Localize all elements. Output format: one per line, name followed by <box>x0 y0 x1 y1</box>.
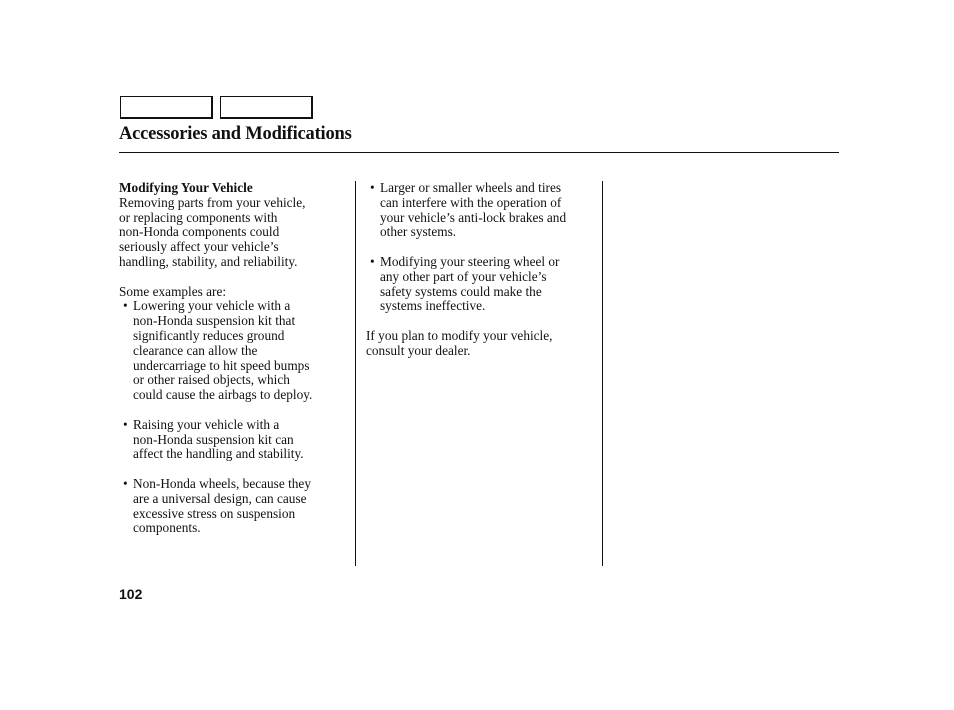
right-column <box>366 181 596 359</box>
page-number: 102 <box>119 586 143 602</box>
list-item <box>366 181 596 240</box>
text-line: excessive stress on suspension <box>133 505 296 521</box>
column-divider-right <box>602 181 603 566</box>
text-line: Modifying your steering wheel or <box>380 253 560 269</box>
left-column <box>119 181 347 536</box>
text-line: systems ineffective. <box>380 298 486 314</box>
text-line: significantly reduces ground <box>133 327 285 343</box>
text-line: your vehicle’s anti-lock brakes and <box>380 209 567 225</box>
column-divider-left <box>355 181 356 566</box>
text-line: If you plan to modify your vehicle, <box>366 327 553 343</box>
text-line: handling, stability, and reliability. <box>119 253 298 269</box>
list-item <box>119 299 347 403</box>
list-item <box>119 477 347 536</box>
bullet-icon: • <box>370 253 375 269</box>
text-line: Removing parts from your vehicle, <box>119 194 306 210</box>
bullet-icon: • <box>123 298 128 314</box>
text-line: components. <box>133 520 201 536</box>
closing-paragraph <box>366 329 596 359</box>
text-line: or replacing components with <box>119 209 278 225</box>
text-line: non-Honda suspension kit can <box>133 431 294 447</box>
text-line: Larger or smaller wheels and tires <box>380 180 562 195</box>
subheading: Modifying Your Vehicle <box>119 180 253 195</box>
text-line: consult your dealer. <box>366 342 471 358</box>
bullet-icon: • <box>370 180 375 195</box>
text-line: could cause the airbags to deploy. <box>133 387 313 403</box>
text-line: or other raised objects, which <box>133 372 290 388</box>
nav-tab-2[interactable] <box>220 96 313 119</box>
text-line: Lowering your vehicle with a <box>133 298 291 314</box>
examples-label: Some examples are: <box>119 283 227 299</box>
list-item <box>366 255 596 314</box>
text-line: are a universal design, can cause <box>133 490 307 506</box>
text-line: clearance can allow the <box>133 342 258 358</box>
text-line: can interfere with the operation of <box>380 194 562 210</box>
bullet-icon: • <box>123 416 128 432</box>
text-line: non-Honda suspension kit that <box>133 313 296 329</box>
text-line: affect the handling and stability. <box>133 446 304 462</box>
examples-list <box>119 299 347 536</box>
text-line: Non-Honda wheels, because they <box>133 475 311 491</box>
examples-list-continued <box>366 181 596 314</box>
section-title: Accessories and Modifications <box>119 124 352 144</box>
text-line: safety systems could make the <box>380 283 542 299</box>
text-line: undercarriage to hit speed bumps <box>133 357 310 373</box>
list-item <box>119 418 347 462</box>
text-line: any other part of your vehicle’s <box>380 268 547 284</box>
text-line: seriously affect your vehicle’s <box>119 239 279 255</box>
header-rule <box>119 152 839 153</box>
text-line: non-Honda components could <box>119 224 280 240</box>
bullet-icon: • <box>123 475 128 491</box>
intro-paragraph <box>119 196 347 270</box>
nav-tab-1[interactable] <box>120 96 213 119</box>
text-line: other systems. <box>380 224 457 240</box>
text-line: Raising your vehicle with a <box>133 416 280 432</box>
